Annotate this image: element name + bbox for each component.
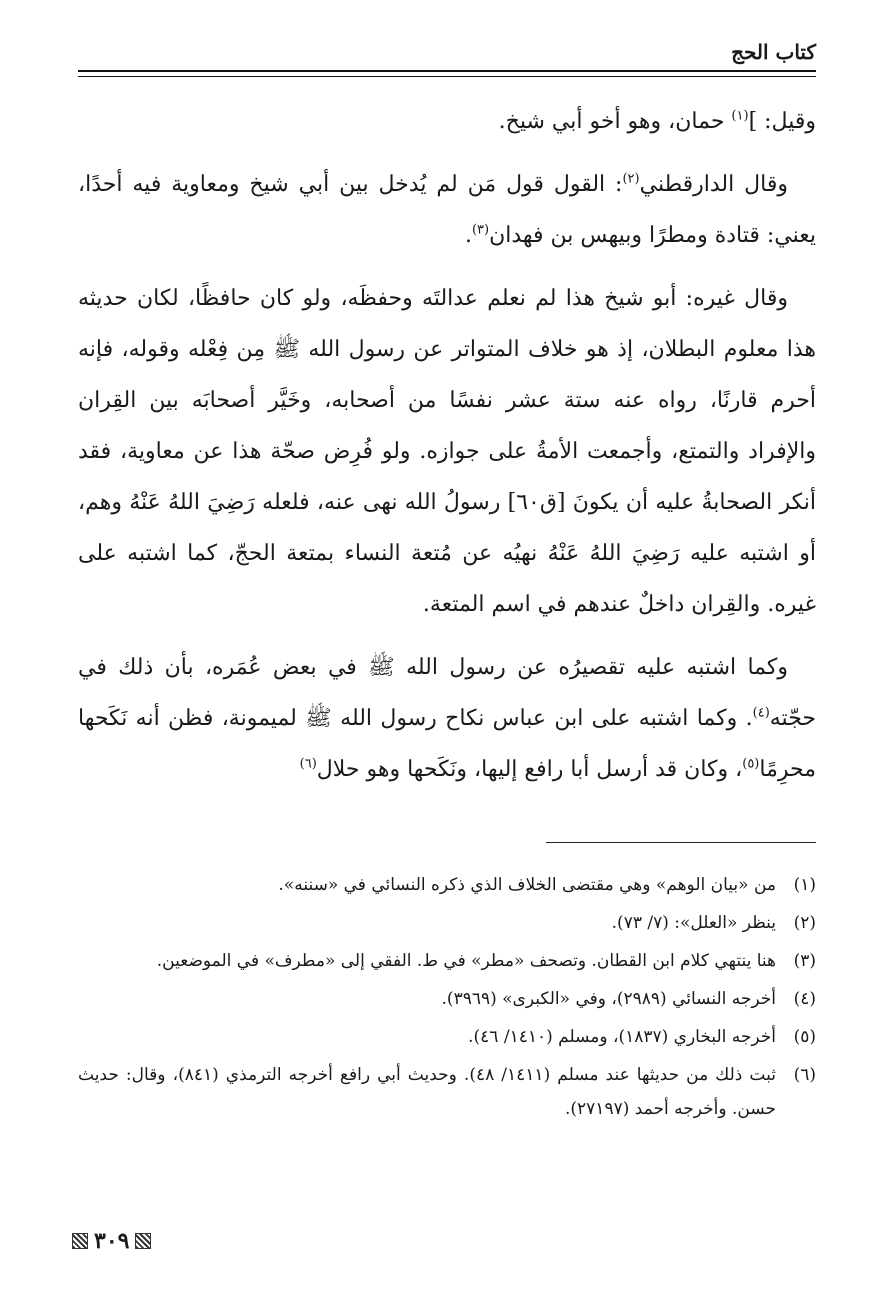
footnote-marker: (٦) xyxy=(299,756,317,772)
body-paragraph xyxy=(78,96,816,147)
footnote-text: ينظر «العلل»: (٧/ ٧٣). xyxy=(611,913,776,933)
paragraph-text: حمان، وهو أخو أبي شيخ. xyxy=(498,109,732,134)
running-header-title: كتاب الحج xyxy=(731,40,816,64)
body-paragraph xyxy=(78,159,816,261)
footnote-text: أخرجه النسائي (٢٩٨٩)، وفي «الكبرى» (٣٩٦٩). xyxy=(441,989,776,1009)
footnote-number: (٤) xyxy=(793,989,816,1009)
footnote-item xyxy=(78,906,816,940)
footnote-text: ثبت ذلك من حديثها عند مسلم (١٤١١/ ٤٨). وحديث أبي رافع أخرجه الترمذي (٨٤١)، وقال: حديث حسن. وأخرجه أحمد (٢٧١٩٧). xyxy=(78,1065,776,1119)
paragraph-text: وقال غيره: أبو شيخ هذا لم نعلم عدالتَه وحفظَه، ولو كان حافظًا، لكان حديثه هذا معلوم البطلان، إذ هو خلاف المتواتر عن رسول الله ﷺ مِن فِعْله وقوله، فإنه أحرم قارنًا، رواه عنه ستة عشر نفسًا من أصحابه، وخَيَّر أصحابَه بين القِران والإفراد والتمتع، وأجمعت الأمةُ على جوازه. ولو فُرِض صحّة هذا عن معاوية، فقد أنكر الصحابةُ عليه أن يكونَ [ق٦٠] رسولُ الله نهى عنه، فلعله رَضِيَ اللهُ عَنْهُ وهم، أو اشتبه عليه رَضِيَ اللهُ عَنْهُ نهيُه عن مُتعة النساء بمتعة الحجّ، كما اشتبه على غيره. والقِران داخلٌ عندهم في اسم المتعة. xyxy=(78,286,817,617)
footnote-number: (٥) xyxy=(793,1027,816,1047)
ornament-icon xyxy=(72,1233,88,1249)
header-rule-thick xyxy=(78,70,816,72)
book-page xyxy=(78,28,816,1268)
paragraph-text: . وكما اشتبه على ابن عباس نكاح رسول الله ﷺ لميمونة، فظن أنه نَكَحها محرِمًا xyxy=(78,706,816,782)
header-rule-thin xyxy=(78,76,816,77)
paragraph-text: وقيل: ] xyxy=(748,109,816,134)
paragraph-text: وقال الدارقطني xyxy=(639,172,788,197)
footnote-marker: (٢) xyxy=(622,171,640,187)
body-paragraph xyxy=(78,273,816,630)
page-number: ٣٠٩ xyxy=(94,1228,130,1254)
paragraph-text: . xyxy=(464,223,472,248)
footnote-number: (٢) xyxy=(793,913,816,933)
footnote-item xyxy=(78,944,816,978)
body-paragraph xyxy=(78,642,816,795)
footnote-text: أخرجه البخاري (١٨٣٧)، ومسلم (١٤١٠/ ٤٦). xyxy=(468,1027,776,1047)
footnote-number: (٦) xyxy=(793,1065,816,1085)
footnote-marker: (١) xyxy=(731,108,749,124)
paragraph-text: وكما اشتبه عليه تقصيرُه عن رسول الله ﷺ في بعض عُمَره، بأن ذلك في حجّته xyxy=(78,655,816,731)
footnote-item xyxy=(78,982,816,1016)
footnote-item xyxy=(78,1058,816,1126)
footnote-marker: (٣) xyxy=(471,222,490,238)
footnote-text: من «بيان الوهم» وهي مقتضى الخلاف الذي ذكره النسائي في «سننه». xyxy=(278,875,776,895)
footnote-separator xyxy=(546,842,816,843)
ornament-icon xyxy=(135,1233,151,1249)
main-text xyxy=(78,96,816,795)
footnote-marker: (٥) xyxy=(742,756,760,772)
footnote-text: هنا ينتهي كلام ابن القطان. وتصحف «مطر» في ط. الفقي إلى «مطرف» في الموضعين. xyxy=(156,951,776,971)
footnote-number: (١) xyxy=(793,875,816,895)
footnote-item xyxy=(78,868,816,902)
footnotes-section xyxy=(78,868,816,1130)
paragraph-text: : القول قول مَن لم يُدخل بين أبي شيخ ومعاوية فيه أحدًا، يعني: قتادة ومطرًا وبيهس بن فهدان xyxy=(78,172,816,248)
paragraph-text: ، وكان قد أرسل أبا رافع إليها، ونَكَحها وهو حلال xyxy=(316,757,743,782)
footnote-number: (٣) xyxy=(793,951,816,971)
footnote-marker: (٤) xyxy=(752,705,770,721)
footnote-item xyxy=(78,1020,816,1054)
page-number-block xyxy=(72,1228,151,1254)
